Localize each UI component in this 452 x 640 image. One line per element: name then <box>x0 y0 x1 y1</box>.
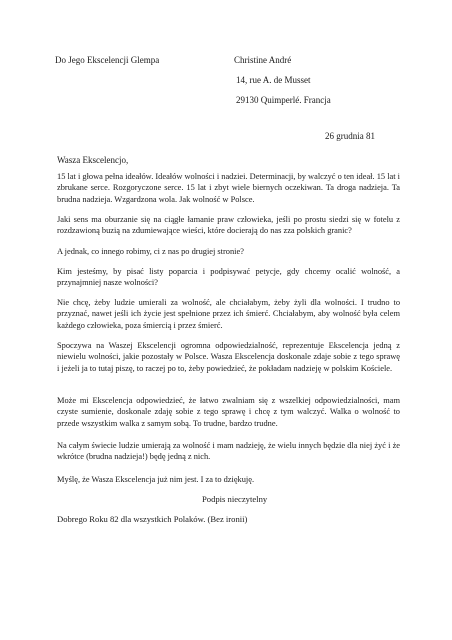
paragraph-2: Jaki sens ma oburzanie się na ciągłe łamanie praw człowieka, jeśli po prostu siedzi się w fotelu z rozdzawioną buzią na zdumiewające wieści, które docierają do nas zza polskich granic? <box>57 215 400 236</box>
paragraph-9: Myślę, że Wasza Ekscelencja już nim jest. I za to dziękuję. <box>57 475 255 484</box>
paragraph-8: Na całym świecie ludzie umierają za wolność i mam nadzieję, że wielu innych będzie dla niej żyć i że wkrótce (brudna nadzieja!) będę jedną z nich. <box>57 441 400 462</box>
sender-street: 14, rue A. de Musset <box>236 75 311 85</box>
signature-note: Podpis nieczytelny <box>202 494 268 504</box>
paragraph-7: Może mi Ekscelencja odpowiedzieć, że łatwo zwalniam się z wszelkiej odpowiedzialności, mam czyste sumienie, doskonale zdaję sobie z tego sprawę i chcę z tym walczyć. Walka o wolność to przede wszystkim walka z samym sobą. To trudne, bardzo trudne. <box>57 396 400 428</box>
sender-name: Christine André <box>234 55 292 65</box>
postscript: Dobrego Roku 82 dla wszystkich Polaków. (Bez ironii) <box>57 514 248 524</box>
paragraph-3: A jednak, co innego robimy, ci z nas po drugiej stronie? <box>57 247 244 256</box>
paragraph-4: Kim jesteśmy, by pisać listy poparcia i podpisywać petycje, gdy chcemy ocalić wolność, a przynajmniej nasze wolności? <box>57 267 400 288</box>
paragraph-1: 15 lat i głowa pełna ideałów. Ideałów wolności i nadziei. Determinacji, by walczyć o ten ideał. 15 lat i zbrukane serce. Rozgoryczone serce. 15 lat i zbyt wiele biernych oczekiwan. Ta droga nadzieja. Ta brudna nadzieja. Wzgardzona wola. Jak wolność w Polsce. <box>57 172 400 204</box>
sender-city: 29130 Quimperlé. Francja <box>236 95 331 105</box>
letter-date: 26 grudnia 81 <box>325 131 375 141</box>
paragraph-6: Spoczywa na Waszej Ekscelencji ogromna odpowiedzialność, reprezentuje Ekscelencja jedną z niewielu wolności, jakie pozostały w Polsce. Wasza Ekscelencja doskonale zdaje sobie z tego sprawę i jeżeli ja to tutaj piszę, to raczej po to, żeby powiedzieć, że pokładam nadzieję w polskim Kościele. <box>57 341 400 373</box>
salutation: Wasza Ekscelencjo, <box>57 155 129 165</box>
recipient-line: Do Jego Ekscelencji Glempa <box>55 55 160 65</box>
paragraph-5: Nie chcę, żeby ludzie umierali za wolność, ale chciałabym, żeby żyli dla wolności. I trudno to przyznać, nawet jeśli ich życie jest spełnione przez ich śmierć. Chciałabym, aby wolność była celem każdego człowieka, poza śmiercią i przez śmierć. <box>57 298 400 330</box>
